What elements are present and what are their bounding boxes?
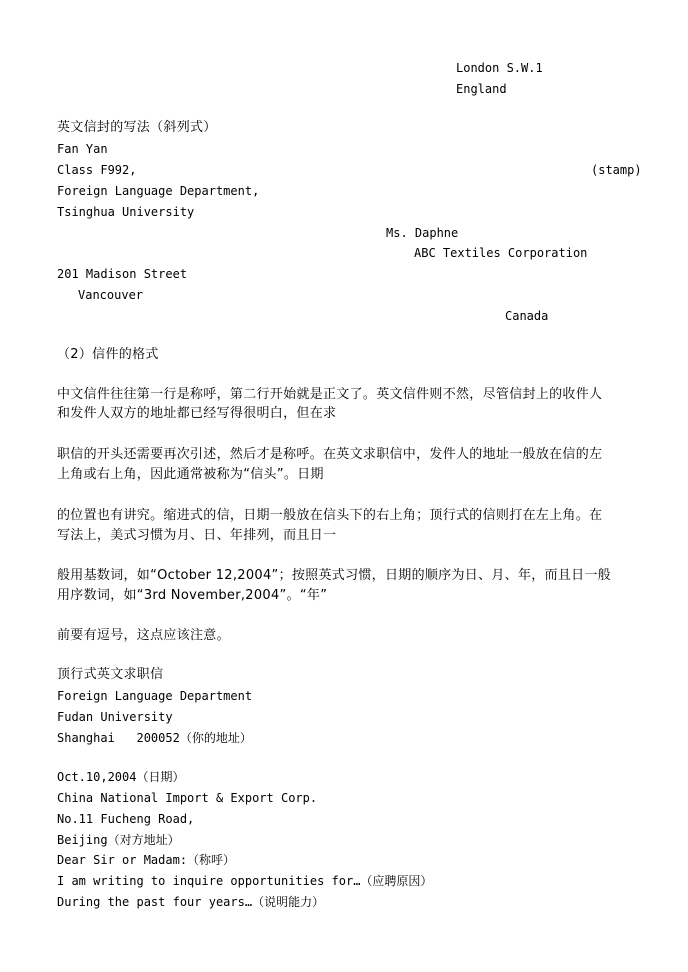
- envelope-recipient-line: Canada: [505, 309, 549, 323]
- header-address-line: England: [456, 82, 507, 96]
- letter-date: Oct.10,2004（日期）: [57, 770, 185, 784]
- envelope-heading: 英文信封的写法（斜列式）: [57, 120, 217, 135]
- letter-salutation: Dear Sir or Madam:（称呼）: [57, 853, 236, 867]
- section-heading: （2）信件的格式: [57, 347, 159, 362]
- letter-recipient-line: Beijing（对方地址）: [57, 833, 180, 847]
- stamp-placeholder: (stamp): [591, 163, 642, 177]
- section-heading: 顶行式英文求职信: [57, 667, 164, 682]
- envelope-sender-line: Class F992,: [57, 163, 137, 177]
- envelope-sender-line: Foreign Language Department,: [57, 184, 260, 198]
- paragraph-line: 写法上，美式习惯为月、日、年排列，而且日一: [57, 528, 337, 543]
- paragraph-line: 上角或右上角，因此通常被称为“信头”。日期: [57, 467, 324, 482]
- envelope-recipient-line: ABC Textiles Corporation: [414, 246, 588, 260]
- envelope-recipient-line: Vancouver: [78, 288, 144, 302]
- header-address-line: London S.W.1: [456, 61, 543, 75]
- envelope-sender-line: Fan Yan: [57, 142, 108, 156]
- paragraph-line: 和发件人双方的地址都已经写得很明白，但在求: [57, 406, 337, 421]
- paragraph-line: 中文信件往往第一行是称呼，第二行开始就是正文了。英文信件则不然，尽管信封上的收件人: [57, 387, 603, 402]
- letter-body-line: During the past four years…（说明能力）: [57, 895, 325, 909]
- letter-sender-line: Fudan University: [57, 710, 173, 724]
- paragraph-line: 的位置也有讲究。缩进式的信，日期一般放在信头下的右上角；顶行式的信则打在左上角。在: [57, 508, 603, 523]
- paragraph-line: 职信的开头还需要再次引述，然后才是称呼。在英文求职信中，发件人的地址一般放在信的左: [57, 447, 603, 462]
- paragraph-line: 用序数词，如“3rd November,2004”。“年”: [57, 588, 328, 603]
- letter-recipient-line: No.11 Fucheng Road,: [57, 812, 195, 826]
- paragraph-line: 前要有逗号，这点应该注意。: [57, 628, 230, 643]
- envelope-sender-line: Tsinghua University: [57, 205, 195, 219]
- envelope-recipient-line: 201 Madison Street: [57, 267, 188, 281]
- envelope-recipient-line: Ms. Daphne: [386, 226, 459, 240]
- paragraph-line: 般用基数词，如“October 12,2004”；按照英式习惯，日期的顺序为日、月、年，而且日一般: [57, 568, 612, 583]
- letter-body-line: I am writing to inquire opportunities for…（应聘原因）: [57, 874, 433, 888]
- letter-recipient-line: China National Import & Export Corp.: [57, 791, 318, 805]
- letter-sender-line: Foreign Language Department: [57, 689, 253, 703]
- letter-sender-line: Shanghai 200052（你的地址）: [57, 731, 252, 745]
